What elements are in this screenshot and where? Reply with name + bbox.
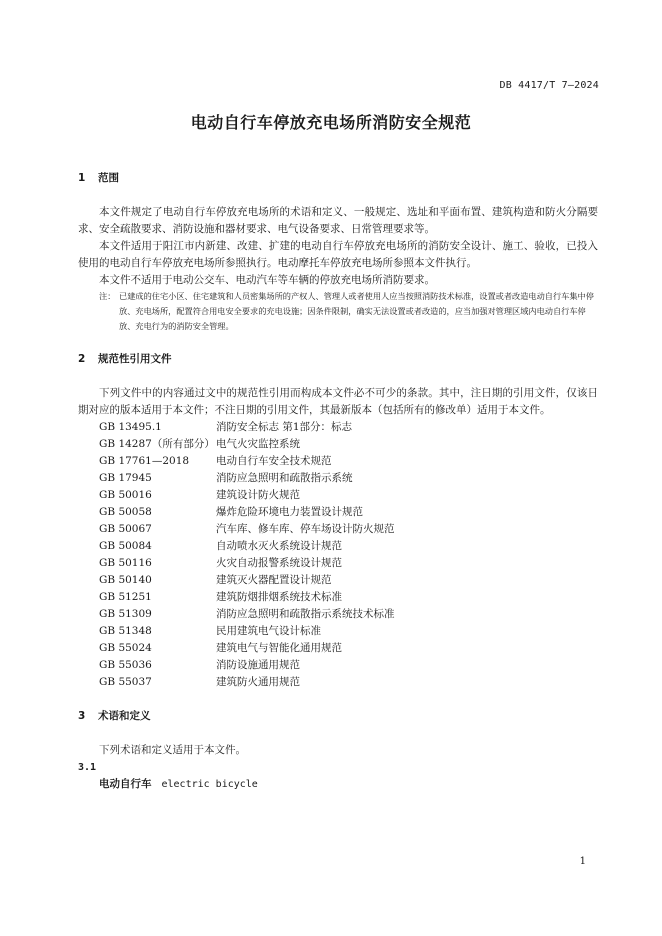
subclause-number: 3.1: [78, 762, 97, 773]
reference-item: GB 51348 民用建筑电气设计标准: [99, 625, 321, 637]
reference-item: GB 13495.1 消防安全标志 第1部分：标志: [99, 421, 353, 433]
document-title: 电动自行车停放充电场所消防安全规范: [190, 113, 472, 132]
reference-item: GB 14287（所有部分） 电气火灾监控系统: [99, 438, 300, 450]
section-heading-terms: [78, 708, 598, 725]
reference-item: GB 55036 消防设施通用规范: [99, 659, 300, 671]
section-title: 范围: [98, 172, 119, 184]
section-terms-definitions: [78, 708, 598, 793]
term-chinese: 电动自行车: [99, 778, 152, 790]
section-number: 3: [78, 710, 86, 722]
section-title: 术语和定义: [98, 710, 151, 722]
section-normative-references: [78, 351, 598, 691]
reference-item: GB 51309 消防应急照明和疏散指示系统技术标准: [99, 608, 395, 620]
reference-item: GB 17945 消防应急照明和疏散指示系统: [99, 472, 353, 484]
terms-intro: 下列术语和定义适用于本文件。: [99, 744, 246, 756]
section-scope: [78, 170, 598, 334]
reference-item: GB 50140 建筑灭火器配置设计规范: [99, 574, 332, 586]
scope-paragraph-1: 本文件规定了电动自行车停放充电场所的术语和定义、一般规定、选址和平面布置、建筑构造和防火分隔要求、安全疏散要求、消防设施和器材要求、电气设备要求、日常管理要求等。: [78, 206, 598, 235]
reference-item: GB 50058 爆炸危险环境电力装置设计规范: [99, 506, 363, 518]
document-number: DB 4417/T 7—2024: [499, 80, 599, 91]
section-number: 2: [78, 353, 86, 365]
section-heading-references: [78, 351, 598, 368]
term-english: electric bicycle: [161, 779, 258, 790]
scope-paragraph-2: 本文件适用于阳江市内新建、改建、扩建的电动自行车停放充电场所的消防安全设计、施工、验收，已投入使用的电动自行车停放充电场所参照执行。电动摩托车停放充电场所参照本文件执行。: [78, 240, 598, 269]
reference-item: GB 17761—2018 电动自行车安全技术规范: [99, 455, 332, 467]
section-title: 规范性引用文件: [98, 353, 172, 365]
references-intro: 下列文件中的内容通过文中的规范性引用而构成本文件必不可少的条款。其中，注日期的引用文件，仅该日期对应的版本适用于本文件；不注日期的引用文件，其最新版本（包括所有的修改单）适用于本文件。: [78, 387, 598, 416]
reference-item: GB 50016 建筑设计防火规范: [99, 489, 300, 501]
reference-item: GB 55024 建筑电气与智能化通用规范: [99, 642, 342, 654]
section-heading-scope: [78, 170, 598, 187]
page-number: 1: [579, 856, 586, 867]
term-entry: [78, 776, 598, 793]
reference-item: GB 50067 汽车库、修车库、停车场设计防火规范: [99, 523, 395, 535]
reference-item: GB 51251 建筑防烟排烟系统技术标准: [99, 591, 342, 603]
note-text: 已建成的住宅小区、住宅建筑和人员密集场所的产权人、管理人或者使用人应当按照消防技术标准，设置或者改造电动自行车集中停放、充电场所，配置符合用电安全要求的充电设施；因条件限制，确实无法设置或者改造的，应当加强对管理区域内电动自行车停放、充电行为的消防安全管理。: [119, 291, 594, 331]
document-body: [78, 170, 598, 793]
reference-list: [78, 419, 598, 691]
note-label: 注：: [99, 291, 116, 301]
scope-paragraph-3: 本文件不适用于电动公交车、电动汽车等车辆的停放充电场所消防要求。: [99, 274, 435, 286]
reference-item: GB 50116 火灾自动报警系统设计规范: [99, 557, 342, 569]
reference-item: GB 55037 建筑防火通用规范: [99, 676, 300, 688]
reference-item: GB 50084 自动喷水灭火系统设计规范: [99, 540, 342, 552]
section-number: 1: [78, 172, 86, 184]
scope-note: [78, 289, 598, 334]
